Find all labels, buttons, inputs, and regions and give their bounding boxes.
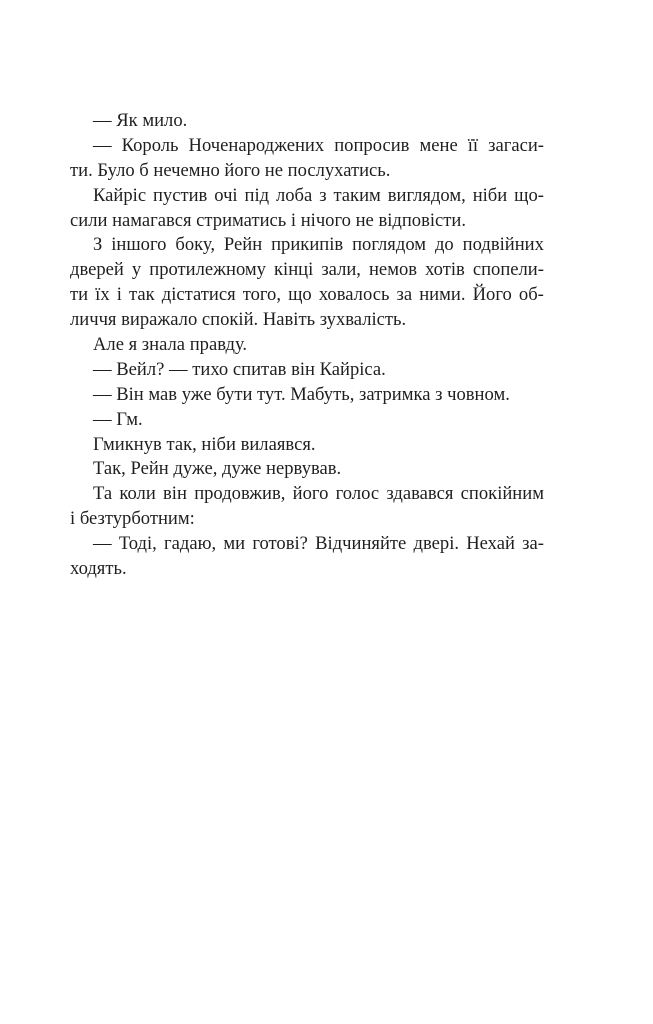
text-line: ходять.	[70, 558, 127, 580]
text-word: під	[244, 184, 270, 206]
text-word: протилежному	[149, 259, 266, 281]
text-word: продовжив,	[194, 483, 286, 505]
text-word: іншого	[111, 234, 167, 256]
text-line: — Вейл? — тихо спитав він Кайріса.	[93, 358, 386, 380]
text-word: немов	[368, 259, 418, 281]
text-word: Нехай	[466, 533, 515, 555]
text-line	[70, 258, 544, 283]
text-word: його	[292, 483, 329, 505]
text-word: Король	[121, 134, 179, 156]
text-line: ти. Було б нечемно його не послухатись.	[70, 159, 391, 181]
text-word: до	[434, 234, 454, 256]
text-line: сили намагався стриматись і нічого не відповісти.	[70, 209, 467, 231]
text-line: Але я знала правду.	[93, 334, 248, 356]
text-word: загаси-	[488, 134, 544, 156]
text-word: за	[396, 284, 413, 306]
text-line: — Як мило.	[93, 110, 188, 131]
text-word: —	[93, 134, 112, 156]
text-word: Тоді,	[118, 533, 157, 555]
text-word: попросив	[334, 134, 410, 156]
text-word: у	[131, 259, 142, 281]
text-word: зали,	[321, 259, 361, 281]
page-text-block	[70, 109, 544, 582]
text-line	[70, 482, 544, 507]
text-word: гадаю,	[164, 533, 217, 555]
text-word: ти	[70, 284, 89, 306]
text-word: Відчиняйте	[315, 533, 407, 555]
text-word: Та	[93, 483, 113, 505]
text-word: голос	[335, 483, 380, 505]
text-word: дверей	[70, 259, 124, 281]
text-word: боку,	[175, 234, 215, 256]
text-word: здавався	[386, 483, 454, 505]
text-line	[70, 532, 544, 557]
text-line: — Він мав уже бути тут. Мабуть, затримка з човном.	[93, 383, 510, 405]
text-word: лоба	[275, 184, 313, 206]
text-word: пустив	[152, 184, 208, 206]
text-word: кінці	[274, 259, 314, 281]
text-word: Його	[472, 284, 512, 306]
text-word: хотів	[425, 259, 465, 281]
text-word: об-	[518, 284, 544, 306]
text-line: Так, Рейн дуже, дуже нервував.	[93, 458, 342, 480]
text-word: за-	[522, 533, 544, 555]
text-word: ховалось	[318, 284, 390, 306]
text-word: її	[467, 134, 479, 156]
text-word: він	[163, 483, 187, 505]
text-word: ніби	[472, 184, 508, 206]
text-word: виглядом,	[387, 184, 466, 206]
text-word: що-	[514, 184, 544, 206]
text-word: прикипів	[271, 234, 344, 256]
text-line	[70, 134, 544, 159]
text-word: таким	[333, 184, 381, 206]
text-line	[70, 283, 544, 308]
text-word: так	[129, 284, 155, 306]
text-word: спокійним	[460, 483, 544, 505]
text-word: поглядом	[352, 234, 427, 256]
text-word: і	[116, 284, 122, 306]
text-word: Ноченароджених	[188, 134, 325, 156]
text-word: дістатися	[161, 284, 236, 306]
text-line: і безтурботним:	[70, 508, 195, 530]
text-word: очі	[214, 184, 238, 206]
text-word: ними.	[419, 284, 466, 306]
text-word: мене	[419, 134, 458, 156]
text-word: Рейн	[223, 234, 263, 256]
text-line	[70, 233, 544, 258]
text-word: З	[93, 234, 103, 256]
text-word: з	[319, 184, 327, 206]
text-word: спопели-	[472, 259, 544, 281]
text-word: подвійних	[462, 234, 544, 256]
text-line: — Гм.	[93, 408, 143, 430]
text-word: того,	[242, 284, 282, 306]
text-word: двері.	[413, 533, 460, 555]
text-line: Гмикнув так, ніби вилаявся.	[93, 433, 316, 455]
text-word: —	[93, 533, 112, 555]
text-word: Кайріс	[93, 184, 147, 206]
text-word: готові?	[252, 533, 308, 555]
text-word: коли	[119, 483, 156, 505]
text-word: що	[288, 284, 312, 306]
text-word: їх	[95, 284, 110, 306]
text-word: ми	[223, 533, 246, 555]
text-line	[70, 184, 544, 209]
text-line: личчя виражало спокій. Навіть зухвалість.	[70, 309, 407, 331]
